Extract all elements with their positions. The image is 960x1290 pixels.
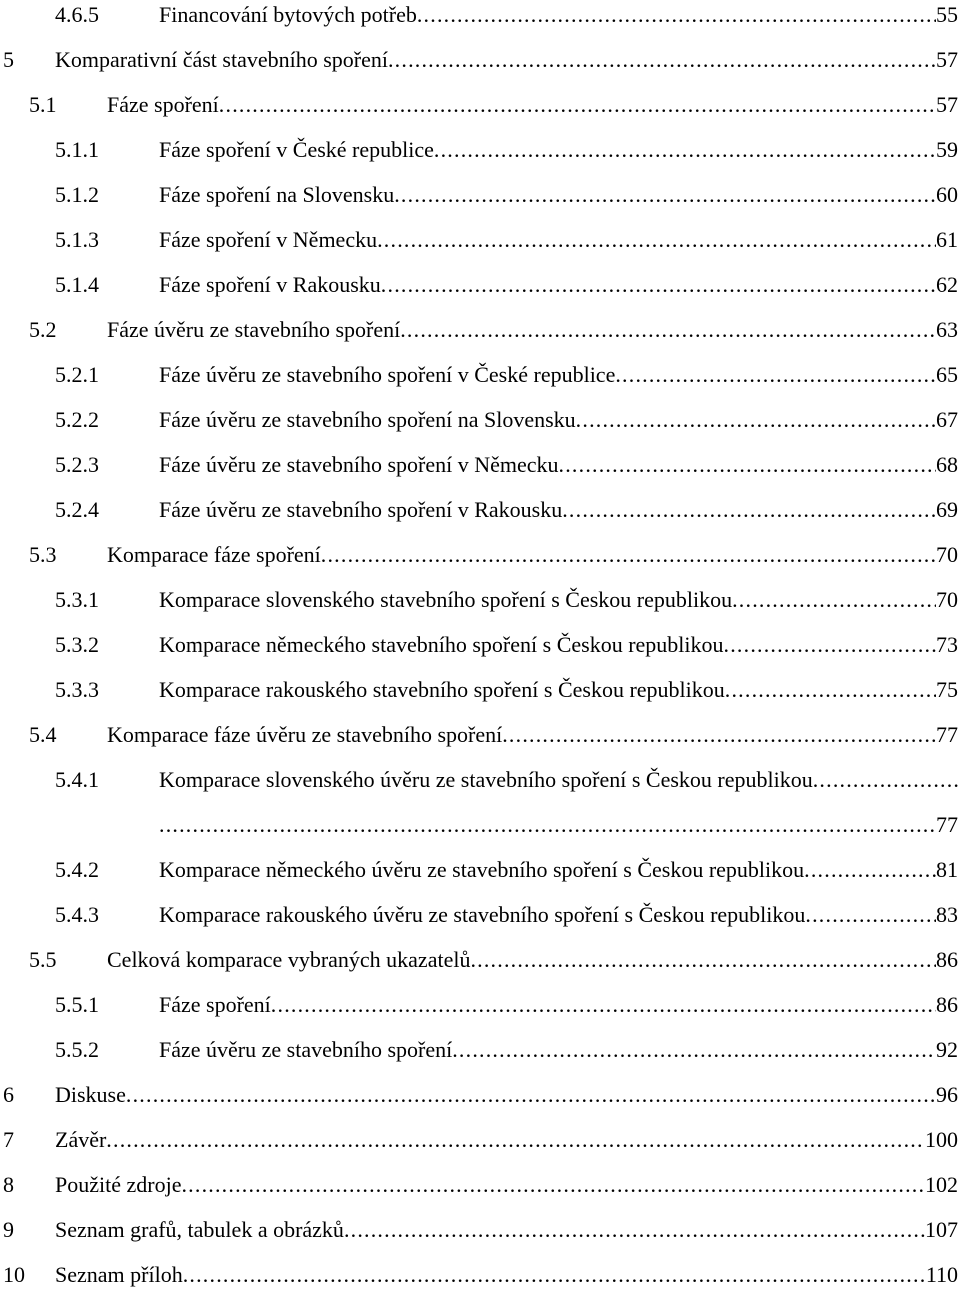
toc-entry[interactable] — [0, 495, 958, 525]
toc-entry[interactable] — [0, 1125, 958, 1155]
toc-title: Komparace rakouského stavebního spoření s Českou republikou — [159, 677, 725, 702]
toc-number: 5.4 — [29, 722, 57, 747]
toc-entry[interactable] — [0, 945, 958, 975]
toc-page: 96 — [936, 1082, 958, 1107]
toc-leader — [219, 90, 936, 120]
toc-leader — [183, 1260, 926, 1290]
toc-leader — [400, 315, 936, 345]
toc-title: Komparace slovenského úvěru ze stavebního spoření s Českou republikou — [159, 767, 813, 792]
toc-title: Komparace rakouského úvěru ze stavebního spoření s Českou republikou — [159, 902, 806, 927]
toc-number: 5.1.1 — [55, 137, 99, 162]
toc-number: 5.3 — [29, 542, 57, 567]
toc-number: 9 — [3, 1217, 14, 1242]
toc-number: 10 — [3, 1262, 25, 1287]
toc-leader — [576, 405, 936, 435]
toc-number: 5.4.1 — [55, 767, 99, 792]
toc-title: Fáze úvěru ze stavebního spoření v Německu — [159, 452, 559, 477]
toc-leader — [559, 450, 936, 480]
toc-entry[interactable] — [0, 225, 958, 255]
toc-title: Fáze spoření v Německu — [159, 227, 378, 252]
toc-number: 5.2.2 — [55, 407, 99, 432]
toc-title: Komparace fáze spoření — [107, 542, 321, 567]
toc-leader — [271, 990, 936, 1020]
toc-number: 5.3.1 — [55, 587, 99, 612]
toc-entry-continuation[interactable] — [0, 810, 958, 840]
toc-title: Komparativní část stavebního spoření — [55, 47, 388, 72]
toc-leader — [562, 495, 936, 525]
toc-leader — [321, 540, 936, 570]
toc-title: Závěr — [55, 1127, 107, 1152]
toc-leader — [805, 900, 936, 930]
toc-title: Fáze spoření na Slovensku — [159, 182, 395, 207]
toc-title: Fáze úvěru ze stavebního spoření — [159, 1037, 453, 1062]
toc-leader — [106, 1125, 925, 1155]
toc-number: 5.2.4 — [55, 497, 99, 522]
toc-page: 110 — [925, 1262, 958, 1287]
toc-title: Celková komparace vybraných ukazatelů — [107, 947, 471, 972]
toc-entry[interactable] — [0, 990, 958, 1020]
toc-title: Fáze úvěru ze stavebního spoření na Slovensku — [159, 407, 576, 432]
toc-page: 57 — [936, 47, 958, 72]
toc-number: 5.3.2 — [55, 632, 99, 657]
toc-entry[interactable] — [0, 0, 958, 30]
toc-page: 92 — [936, 1037, 958, 1062]
toc-title: Fáze úvěru ze stavebního spoření v Rakousku — [159, 497, 563, 522]
toc-page: 102 — [925, 1172, 958, 1197]
toc-entry[interactable] — [0, 585, 958, 615]
toc-entry[interactable] — [0, 855, 958, 885]
toc-entry[interactable] — [0, 765, 958, 795]
toc-entry[interactable] — [0, 1260, 958, 1290]
toc-title: Seznam grafů, tabulek a obrázků — [55, 1217, 344, 1242]
toc-number: 5.4.2 — [55, 857, 99, 882]
toc-page: 81 — [936, 857, 958, 882]
toc-leader — [434, 135, 936, 165]
toc-entry[interactable] — [0, 900, 958, 930]
toc-page: 57 — [936, 92, 958, 117]
toc-number: 4.6.5 — [55, 2, 99, 27]
toc-leader — [181, 1170, 925, 1200]
toc-number: 5.2.3 — [55, 452, 99, 477]
toc-leader — [159, 810, 936, 840]
toc-page: 107 — [925, 1217, 958, 1242]
toc-number: 5.1.2 — [55, 182, 99, 207]
toc-entry[interactable] — [0, 315, 958, 345]
toc-leader — [725, 675, 936, 705]
toc-entry[interactable] — [0, 405, 958, 435]
toc-number: 5.1.4 — [55, 272, 99, 297]
toc-entry[interactable] — [0, 360, 958, 390]
toc-leader — [804, 855, 936, 885]
toc-leader — [344, 1215, 925, 1245]
toc-leader — [394, 180, 936, 210]
toc-leader — [126, 1080, 936, 1110]
toc-page: 62 — [936, 272, 958, 297]
toc-entry[interactable] — [0, 1080, 958, 1110]
toc-title: Diskuse — [55, 1082, 126, 1107]
toc-page: 75 — [936, 677, 958, 702]
toc-entry[interactable] — [0, 90, 958, 120]
toc-page: 86 — [936, 992, 958, 1017]
toc-page: 61 — [936, 227, 958, 252]
toc-page: 69 — [936, 497, 958, 522]
toc-entry[interactable] — [0, 1035, 958, 1065]
toc-title: Komparace slovenského stavebního spoření s Českou republikou — [159, 587, 733, 612]
toc-page: 83 — [936, 902, 958, 927]
toc-title: Seznam příloh — [55, 1262, 183, 1287]
toc-title: Komparace německého stavebního spoření s Českou republikou — [159, 632, 724, 657]
toc-leader — [615, 360, 936, 390]
toc-number: 5.3.3 — [55, 677, 99, 702]
toc-title: Komparace německého úvěru ze stavebního spoření s Českou republikou — [159, 857, 805, 882]
toc-entry[interactable] — [0, 630, 958, 660]
toc-entry[interactable] — [0, 180, 958, 210]
toc-leader — [724, 630, 936, 660]
toc-number: 5 — [3, 47, 14, 72]
toc-number: 5.1.3 — [55, 227, 99, 252]
toc-page: 63 — [936, 317, 958, 342]
toc-title: Fáze spoření — [159, 992, 271, 1017]
toc-page: 55 — [936, 2, 958, 27]
toc-page: 77 — [936, 812, 958, 837]
toc-page: 65 — [936, 362, 958, 387]
toc-leader — [732, 585, 936, 615]
toc-number: 5.5 — [29, 947, 57, 972]
toc-entry[interactable] — [0, 270, 958, 300]
toc-number: 5.2.1 — [55, 362, 99, 387]
toc-entry[interactable] — [0, 1170, 958, 1200]
toc-page: 100 — [925, 1127, 958, 1152]
toc-leader — [452, 1035, 936, 1065]
toc-title: Fáze spoření v České republice — [159, 137, 434, 162]
toc-number: 5.4.3 — [55, 902, 99, 927]
toc-title: Fáze spoření — [107, 92, 219, 117]
toc-leader — [813, 765, 958, 795]
toc-leader — [502, 720, 936, 750]
toc-title: Fáze úvěru ze stavebního spoření v České republice — [159, 362, 616, 387]
toc-page: 70 — [936, 542, 958, 567]
toc-page: 70 — [936, 587, 958, 612]
toc-entry[interactable] — [0, 1215, 958, 1245]
toc-title: Financování bytových potřeb — [159, 2, 417, 27]
toc-number: 5.1 — [29, 92, 57, 117]
toc-entry[interactable] — [0, 45, 958, 75]
toc-leader — [377, 225, 936, 255]
toc-page: 68 — [936, 452, 958, 477]
toc-page: 60 — [936, 182, 958, 207]
toc-page: 59 — [936, 137, 958, 162]
toc-page: 73 — [936, 632, 958, 657]
toc-entry[interactable] — [0, 720, 958, 750]
toc-number: 5.2 — [29, 317, 57, 342]
toc-leader — [381, 270, 936, 300]
toc-number: 5.5.1 — [55, 992, 99, 1017]
toc-number: 7 — [3, 1127, 14, 1152]
toc-entry[interactable] — [0, 540, 958, 570]
toc-leader — [388, 45, 936, 75]
toc-page: 67 — [936, 407, 958, 432]
toc-title: Fáze úvěru ze stavebního spoření — [107, 317, 401, 342]
toc-title: Komparace fáze úvěru ze stavebního spoření — [107, 722, 503, 747]
toc-leader — [417, 0, 936, 30]
toc-page: 86 — [936, 947, 958, 972]
toc-title: Fáze spoření v Rakousku — [159, 272, 381, 297]
toc-page: 77 — [936, 722, 958, 747]
toc-leader — [470, 945, 936, 975]
toc-entry[interactable] — [0, 450, 958, 480]
toc-number: 8 — [3, 1172, 14, 1197]
toc-number: 5.5.2 — [55, 1037, 99, 1062]
toc-number: 6 — [3, 1082, 14, 1107]
toc-entry[interactable] — [0, 675, 958, 705]
toc-title: Použité zdroje — [55, 1172, 182, 1197]
toc-entry[interactable] — [0, 135, 958, 165]
